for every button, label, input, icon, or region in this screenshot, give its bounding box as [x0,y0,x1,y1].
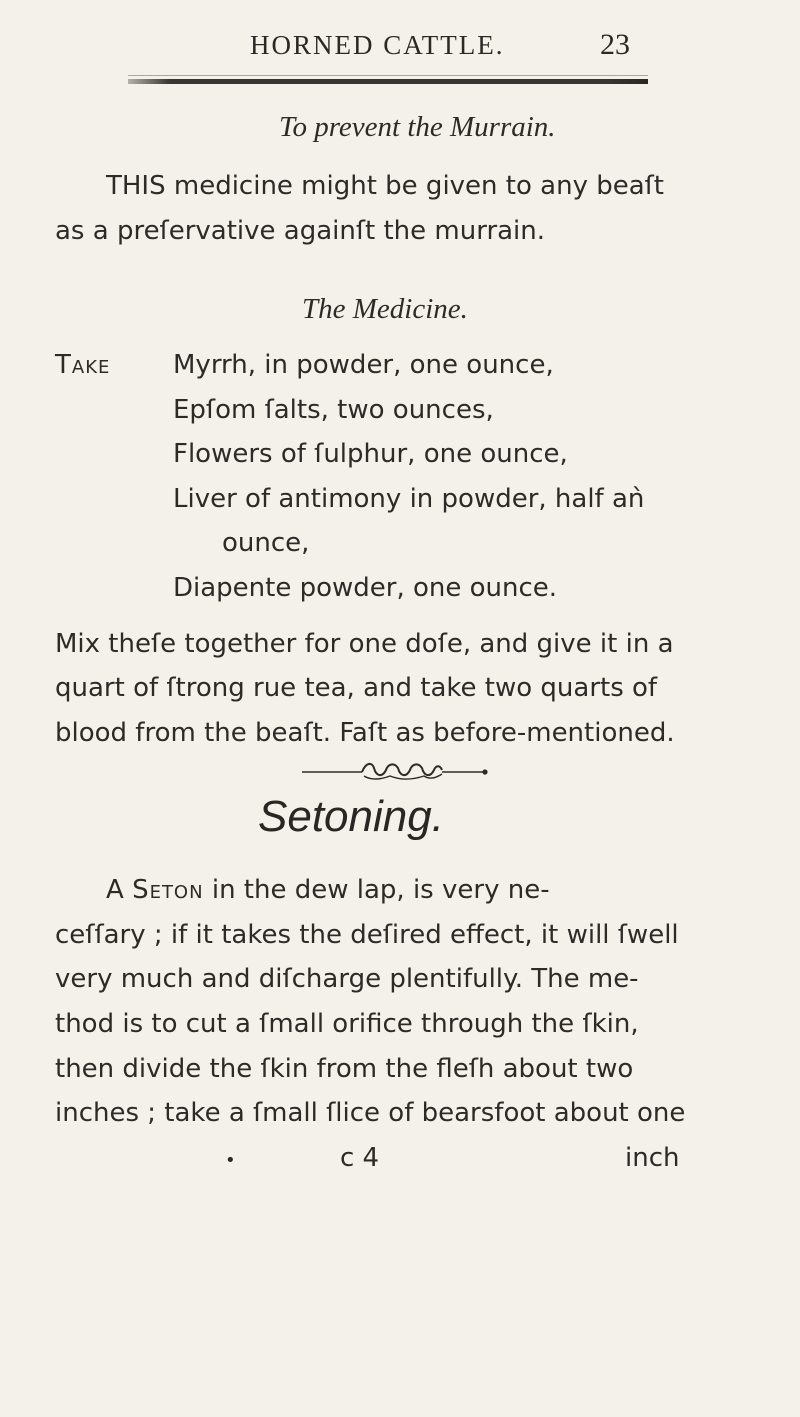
seton-word: Seton [132,875,204,905]
directions-line: Mix theſe together for one doſe, and give it in a [55,629,674,659]
page-number: 23 [600,28,630,61]
section-heading-murrain: To prevent the Murrain. [279,111,556,143]
first-line-rest: in the dew lap, is very ne- [211,875,550,905]
take-word: Take [55,350,111,380]
body-first-line [106,868,550,913]
ingredient-line: Flowers of ſulphur, one ounce, [173,439,568,469]
body-line: thod is to cut a ſmall orifice through the ſkin, [55,1009,639,1039]
section-title-setoning: Setoning. [258,792,444,841]
intro-line: THIS medicine might be given to any beaſt [106,171,664,201]
body-line: very much and diſcharge plentifully. The me- [55,964,639,994]
directions-line: blood from the beaſt. Faſt as before-mentioned. [55,718,675,748]
body-line: ceſſary ; if it takes the deſired effect, it will ſwell [55,920,679,950]
ornament-divider [300,756,490,784]
recipe-heading: The Medicine. [302,293,468,325]
catchword: inch [625,1143,680,1173]
footer-mark: • [225,1150,236,1171]
ingredient-line: Diapente powder, one ounce. [173,573,558,603]
running-title: HORNED CATTLE. [250,30,505,60]
first-word: A [106,875,124,905]
ingredient-line: Liver of antimony in powder, half aǹ [173,484,645,514]
signature-mark: c 4 [340,1143,380,1173]
ingredient-line: Myrrh, in powder, one ounce, [173,350,554,380]
ingredient-line: Epſom ſalts, two ounces, [173,395,494,425]
body-line: then divide the ſkin from the fleſh about two [55,1054,634,1084]
body-line: inches ; take a ſmall ſlice of bearsfoot about one [55,1098,686,1128]
header-rule-thin [128,75,648,76]
header-rule [128,79,648,84]
directions-line: quart of ſtrong rue tea, and take two quarts of [55,673,658,703]
running-head [250,30,630,70]
intro-line: as a preſervative againſt the murrain. [55,216,546,246]
ingredient-line: ounce, [222,528,310,558]
